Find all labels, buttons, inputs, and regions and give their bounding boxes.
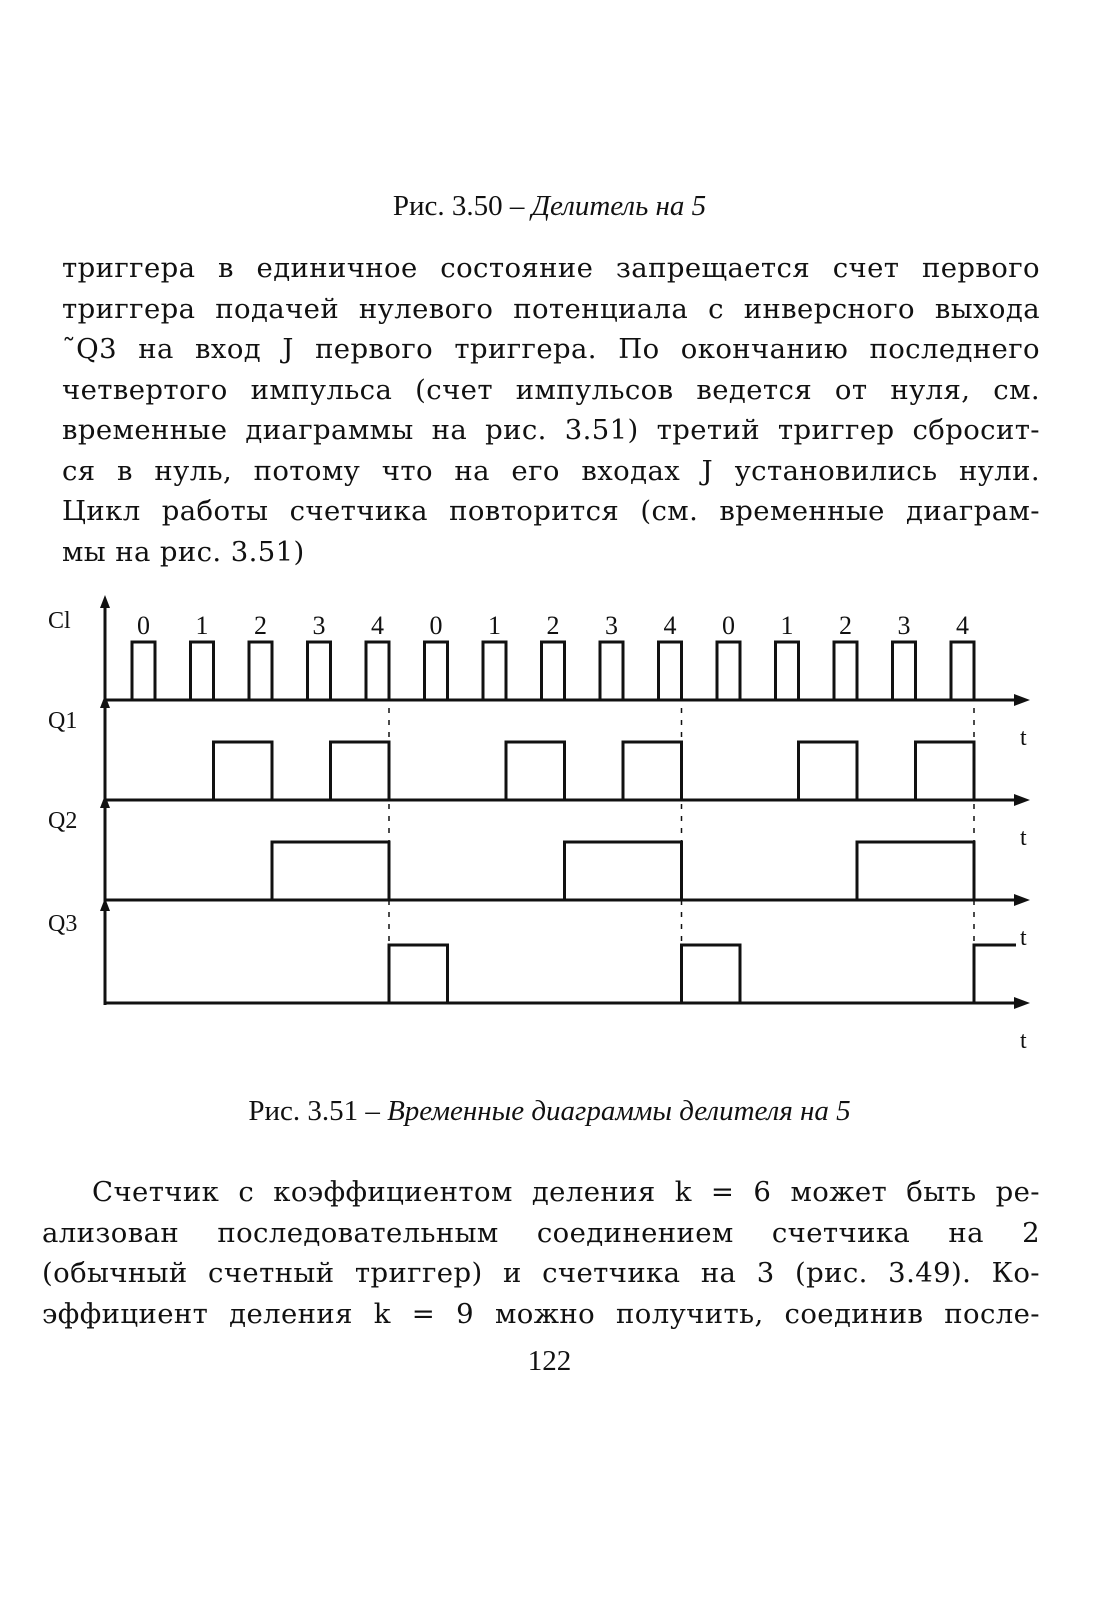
figure-caption-3-51: Рис. 3.51 – Временные диаграммы делителя на 5 [248, 1095, 851, 1127]
pulse-label: 3 [605, 611, 618, 640]
q2-waveform [105, 842, 1016, 900]
text-line: триггера в единичное состояние запрещается счет первого [62, 252, 1040, 284]
text-line: ализован последовательным соединением счетчика на 2 [42, 1216, 1040, 1249]
text-line: (обычный счетный триггер) и счетчика на 3 (рис. 3.49). Ко- [42, 1257, 1040, 1289]
text-line: ˜Q3 на вход J первого триггера. По окончанию последнего [62, 333, 1040, 365]
paragraph-1 [62, 248, 1040, 572]
signal-label: Q1 [48, 708, 78, 734]
pulse-label: 2 [839, 611, 852, 640]
pulse-label: 0 [722, 611, 735, 640]
q3-waveform [105, 945, 1016, 1003]
pulse-label: 1 [195, 611, 209, 640]
pulse-label: 3 [312, 611, 326, 640]
pulse-label: 1 [780, 611, 794, 640]
time-axis-arrow [1014, 694, 1030, 706]
y-axis-arrow [100, 595, 110, 608]
text-line: триггера подачей нулевого потенциала с инверсного выхода [62, 292, 1040, 325]
time-axis-arrow [1014, 997, 1030, 1009]
time-axis-arrow [1014, 794, 1030, 806]
signal-label: Q2 [48, 808, 78, 834]
text-line: временные диаграммы на рис. 3.51) третий триггер сбросит- [62, 414, 1040, 446]
text-line: ся в нуль, потому что на его входах J установились нули. [62, 454, 1040, 487]
text-line: четвертого импульса (счет импульсов ведется от нуля, см. [62, 373, 1040, 406]
text-line: мы на рис. 3.51) [62, 535, 305, 568]
timing-diagram [40, 590, 1050, 1070]
q1-waveform [105, 742, 1016, 800]
pulse-label: 0 [137, 611, 150, 640]
figure-caption-3-50: Рис. 3.50 – Делитель на 5 [392, 190, 707, 222]
time-axis-label: t [1020, 1028, 1027, 1054]
pulse-label: 4 [371, 611, 384, 640]
paragraph-2 [42, 1172, 1040, 1334]
text-line: Счетчик с коэффициентом деления k = 6 может быть ре- [92, 1176, 1040, 1208]
time-axis-arrow [1014, 894, 1030, 906]
text-line: эффициент деления k = 9 можно получить, соединив после- [42, 1297, 1040, 1330]
pulse-label: 2 [254, 611, 267, 640]
time-axis-label: t [1020, 825, 1027, 851]
pulse-label: 4 [663, 611, 677, 640]
signal-label: Cl [48, 608, 71, 634]
pulse-label: 2 [546, 611, 560, 640]
pulse-label: 4 [956, 611, 969, 640]
time-axis-label: t [1020, 725, 1027, 751]
text-line: Цикл работы счетчика повторится (см. временные диаграм- [62, 495, 1040, 527]
time-axis-label: t [1020, 925, 1027, 951]
page-number: 122 [527, 1345, 572, 1377]
clock-waveform [105, 642, 974, 700]
signal-label: Q3 [48, 911, 78, 937]
pulse-label: 0 [429, 611, 443, 640]
pulse-label: 3 [897, 611, 911, 640]
pulse-label: 1 [488, 611, 501, 640]
